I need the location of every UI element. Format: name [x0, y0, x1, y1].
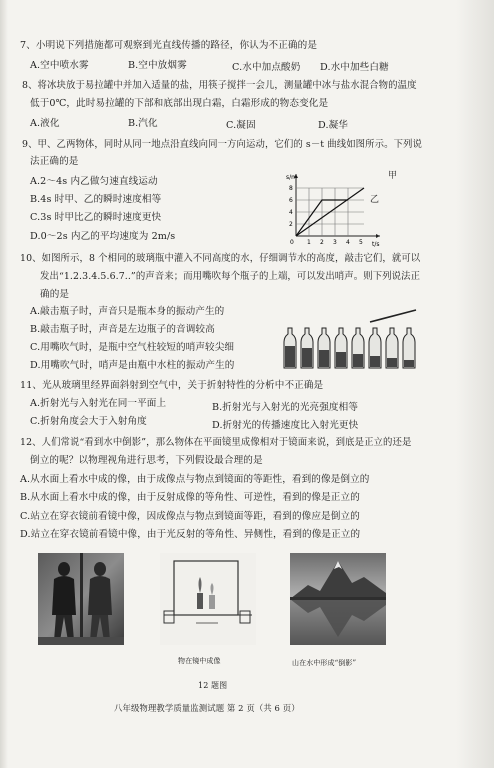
q12-option-c: C.站立在穿衣镜前看镜中像，因成像点与物点到镜面等距，看到的像应是倒立的	[20, 511, 360, 522]
x-tick: 3	[333, 239, 337, 246]
caption-mountain-reflection: 山在水中形成“倒影”	[292, 659, 357, 667]
origin-label: 0	[290, 239, 294, 246]
page-edge-shadow	[0, 0, 8, 768]
q9-option-c: C.3s 时甲比乙的瞬时速度更快	[30, 212, 162, 223]
q8-line2: 低于0℃，此时易拉罐的下部和底部出现白霜，白霜形成的物态变化是	[30, 98, 329, 109]
x-tick: 2	[320, 239, 324, 246]
bottle	[369, 328, 381, 368]
figure-label: 12 题图	[198, 681, 228, 690]
bottle	[284, 328, 296, 368]
q8-option-a: A.液化	[30, 118, 60, 129]
q10-line1: 10、如图所示，8 个相同的玻璃瓶中灌入不同高度的水，仔细调节水的高度，敲击它们，就可以	[20, 253, 421, 264]
y-tick: 2	[289, 221, 293, 228]
bottle	[352, 328, 364, 368]
x-tick: 5	[359, 239, 363, 246]
q8-option-c: C.凝固	[226, 120, 256, 131]
y-axis-label: s/m	[286, 174, 297, 181]
page-footer: 八年级物理教学质量监测试题 第 2 页（共 6 页）	[114, 703, 300, 713]
q9-line1: 9、甲、乙两物体，同时从同一地点沿直线向同一方向运动，它们的 s－t 曲线如图所示。下列说	[22, 139, 423, 150]
q9-option-a: A.2～4s 内乙做匀速直线运动	[30, 176, 158, 187]
q10-line2: 发出“1.2.3.4.5.6.7..”的声音来；而用嘴吹每个瓶子的上端，可以发出哨声。则下列说法正	[40, 271, 421, 282]
bottle	[301, 328, 313, 368]
q11-stem: 11、光从玻璃里经界面斜射到空气中，关于折射特性的分析中不正确是	[20, 380, 324, 391]
q10-option-a: A.敲击瓶子时，声音只是瓶本身的振动产生的	[30, 306, 225, 317]
y-tick: 4	[289, 209, 293, 216]
mountain-reflection-photo	[290, 553, 386, 645]
st-graph	[284, 170, 384, 248]
y-tick: 6	[289, 197, 293, 204]
jia-label: 甲	[388, 171, 398, 181]
q8-option-b: B.汽化	[128, 118, 158, 129]
x-tick: 4	[346, 239, 350, 246]
q8-option-d: D.凝华	[318, 120, 348, 131]
q9-option-b: B.4s 时甲、乙的瞬时速度相等	[30, 194, 162, 205]
q7-stem: 7、小明说下列措施都可观察到光直线传播的路径，你认为不正确的是	[20, 40, 318, 51]
page-edge-shadow-right	[456, 0, 494, 768]
mirror-person-photo	[38, 553, 124, 645]
q11-option-c: C.折射角度会大于入射角度	[30, 416, 147, 427]
q12-option-b: B.从水面上看水中成的像，由于反射成像的等角性、可逆性，看到的像是正立的	[20, 492, 360, 503]
q10-option-b: B.敲击瓶子时，声音是左边瓶子的音调较高	[30, 324, 215, 335]
yi-label: 乙	[370, 195, 380, 205]
candle-mirror-figure	[160, 553, 256, 645]
q11-option-d: D.折射光的传播速度比入射光更快	[212, 420, 359, 431]
striking-stick	[370, 310, 416, 322]
bottle	[386, 328, 398, 368]
q9-line2: 法正确的是	[30, 156, 79, 167]
q11-option-b: B.折射光与入射光的光亮强度相等	[212, 402, 359, 413]
x-axis-label: t/s	[372, 241, 380, 248]
bottles-figure	[280, 306, 420, 372]
q8-line1: 8、将冰块放于易拉罐中并加入适量的盐，用筷子搅拌一会儿，测量罐中冰与盐水混合物的温度	[22, 80, 417, 91]
q10-line3: 确的是	[40, 289, 70, 300]
bottle	[318, 328, 330, 368]
q12-line2: 倒立的呢？以物理视角进行思考，下列假设最合理的是	[30, 455, 263, 466]
q12-option-a: A.从水面上看水中成的像，由于成像点与物点到镜面的等距性，看到的像是倒立的	[20, 474, 370, 485]
q12-option-d: D.站立在穿衣镜前看镜中像，由于光反射的等角性、异侧性，看到的像是正立的	[20, 529, 361, 540]
q7-option-d: D.水中加些白糖	[320, 62, 389, 73]
x-tick: 1	[307, 239, 311, 246]
bottle	[335, 328, 347, 368]
q7-option-a: A.空中喷水雾	[30, 60, 89, 71]
q11-option-a: A.折射光与入射光在同一平面上	[30, 398, 167, 409]
bottle	[403, 328, 415, 368]
q9-option-d: D.0～2s 内乙的平均速度为 2m/s	[30, 231, 176, 242]
q12-line1: 12、人们常说“看到水中倒影”，那么物体在平面镜里成像相对于镜面来说，到底是正立的还是	[20, 437, 412, 448]
caption-mirror-image: 物在镜中成像	[178, 657, 221, 665]
q10-option-d: D.用嘴吹气时，哨声是由瓶中水柱的振动产生的	[30, 360, 235, 371]
y-tick: 8	[289, 185, 293, 192]
q10-option-c: C.用嘴吹气时，是瓶中空气柱较短的哨声较尖细	[30, 342, 235, 353]
q7-option-b: B.空中放烟雾	[128, 60, 187, 71]
q7-option-c: C.水中加点酸奶	[232, 62, 301, 73]
